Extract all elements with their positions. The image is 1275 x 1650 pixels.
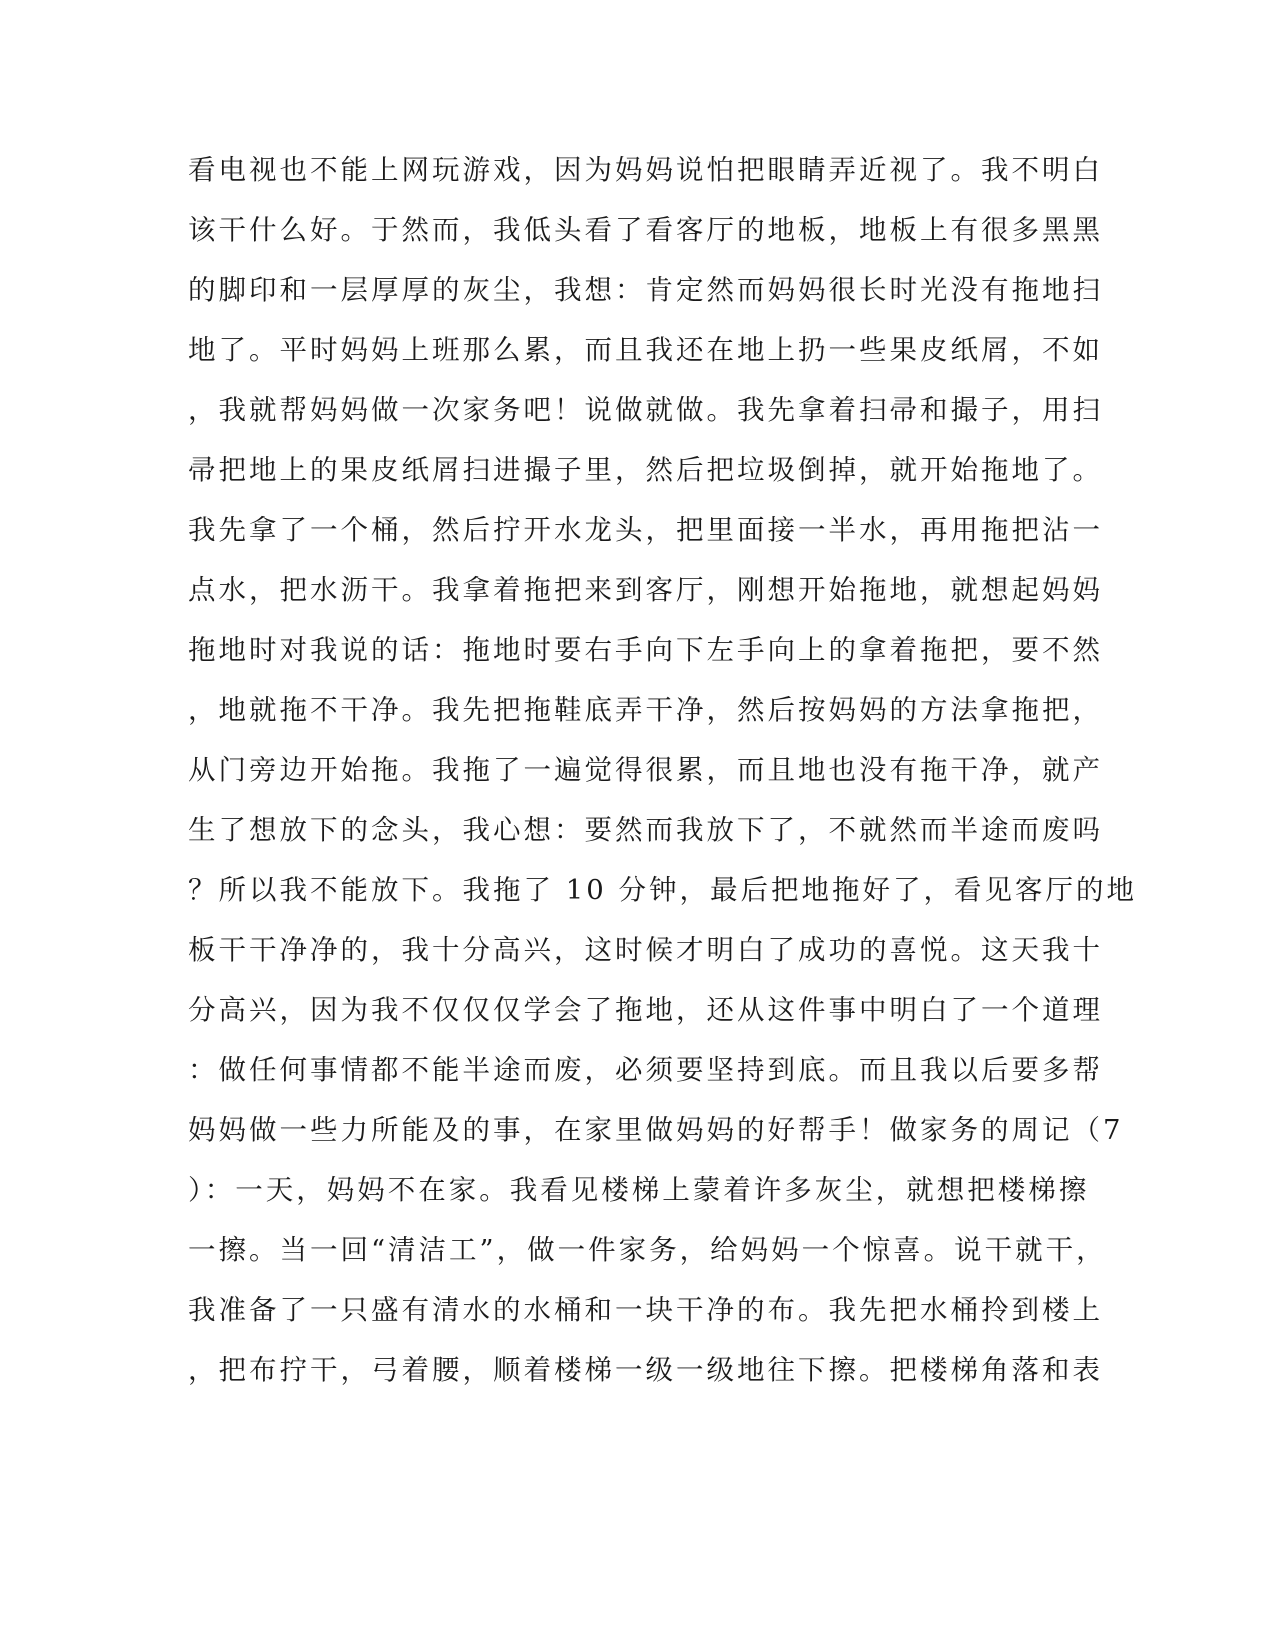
text-line: 妈妈做一些力所能及的事，在家里做妈妈的好帮手！做家务的周记（7 [188, 1114, 1124, 1146]
text-line: 生了想放下的念头，我心想：要然而我放下了，不就然而半途而废吗 [188, 814, 1103, 846]
body-text [188, 140, 1137, 1400]
text-line: 点水，把水沥干。我拿着拖把来到客厅，刚想开始拖地，就想起妈妈 [188, 574, 1103, 606]
text-line: ，我就帮妈妈做一次家务吧！说做就做。我先拿着扫帚和撮子，用扫 [188, 394, 1103, 426]
text-line: 我先拿了一个桶，然后拧开水龙头，把里面接一半水，再用拖把沾一 [188, 514, 1103, 546]
text-line: 一擦。当一回“清洁工”，做一件家务，给妈妈一个惊喜。说干就干， [188, 1234, 1107, 1266]
text-line: ，地就拖不干净。我先把拖鞋底弄干净，然后按妈妈的方法拿拖把， [188, 694, 1103, 726]
text-line: 地了。平时妈妈上班那么累，而且我还在地上扔一些果皮纸屑，不如 [188, 334, 1103, 366]
text-line: ？所以我不能放下。我拖了 10 分钟，最后把地拖好了，看见客厅的地 [188, 874, 1137, 906]
text-line: 板干干净净的，我十分高兴，这时候才明白了成功的喜悦。这天我十 [188, 934, 1103, 966]
text-line: ：做任何事情都不能半途而废，必须要坚持到底。而且我以后要多帮 [188, 1054, 1103, 1086]
text-line: 我准备了一只盛有清水的水桶和一块干净的布。我先把水桶拎到楼上 [188, 1294, 1103, 1326]
text-line: 的脚印和一层厚厚的灰尘，我想：肯定然而妈妈很长时光没有拖地扫 [188, 274, 1103, 306]
text-line: 分高兴，因为我不仅仅仅学会了拖地，还从这件事中明白了一个道理 [188, 994, 1103, 1026]
text-line: ，把布拧干，弓着腰，顺着楼梯一级一级地往下擦。把楼梯角落和表 [188, 1354, 1103, 1386]
text-line: 从门旁边开始拖。我拖了一遍觉得很累，而且地也没有拖干净，就产 [188, 754, 1103, 786]
text-line: ）：一天，妈妈不在家。我看见楼梯上蒙着许多灰尘，就想把楼梯擦 [188, 1174, 1090, 1206]
text-line: 看电视也不能上网玩游戏，因为妈妈说怕把眼睛弄近视了。我不明白 [188, 154, 1103, 186]
text-line: 拖地时对我说的话：拖地时要右手向下左手向上的拿着拖把，要不然 [188, 634, 1103, 666]
text-line: 帚把地上的果皮纸屑扫进撮子里，然后把垃圾倒掉，就开始拖地了。 [188, 454, 1103, 486]
text-line: 该干什么好。于然而，我低头看了看客厅的地板，地板上有很多黑黑 [188, 214, 1103, 246]
